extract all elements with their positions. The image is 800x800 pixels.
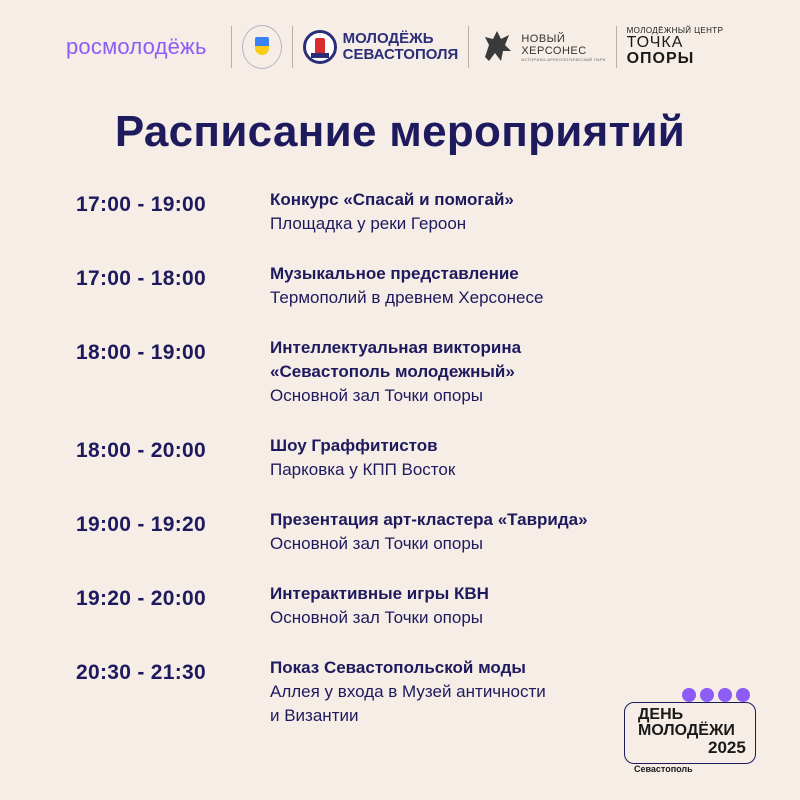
event-name: Интеллектуальная викторина xyxy=(270,338,522,357)
event-info xyxy=(270,262,543,310)
event-info xyxy=(270,336,521,408)
event-name: Конкурс «Спасай и помогай» xyxy=(270,190,514,209)
badge-icons xyxy=(682,688,750,702)
event-info xyxy=(270,656,546,728)
ms-line1: МОЛОДЁЖЬ xyxy=(342,30,434,47)
youth-day-badge xyxy=(604,686,764,782)
page-title: Расписание мероприятий xyxy=(114,107,686,156)
logo-divider xyxy=(292,26,293,68)
event-place: и Византии xyxy=(270,706,359,725)
schedule-row xyxy=(76,188,756,236)
lighthouse-icon xyxy=(303,30,337,64)
event-place: Парковка у КПП Восток xyxy=(270,460,456,479)
event-place: Основной зал Точки опоры xyxy=(270,386,483,405)
logo-bar xyxy=(66,22,746,72)
logo-divider xyxy=(468,26,469,68)
nh-line1: НОВЫЙ xyxy=(521,32,566,45)
schedule-row xyxy=(76,262,756,310)
event-time: 17:00 - 18:00 xyxy=(76,267,206,290)
badge-dot-icon xyxy=(682,688,696,702)
event-place: Основной зал Точки опоры xyxy=(270,534,483,553)
event-name: Показ Севастопольской моды xyxy=(270,658,526,677)
sevastopol-crest-icon xyxy=(242,25,282,69)
event-name: Музыкальное представление xyxy=(270,264,519,283)
event-time: 18:00 - 19:00 xyxy=(76,341,206,364)
badge-line2: МОЛОДЁЖИ xyxy=(638,722,735,739)
event-name: Интерактивные игры КВН xyxy=(270,584,489,603)
badge-line1: ДЕНЬ xyxy=(638,706,684,723)
schedule-row xyxy=(76,434,756,482)
schedule-row xyxy=(76,336,756,408)
tochka-opory-logo xyxy=(627,27,724,67)
to-line1: ТОЧКА xyxy=(626,34,684,51)
to-line2: ОПОРЫ xyxy=(626,50,695,67)
event-name: «Севастополь молодежный» xyxy=(270,362,515,381)
schedule-row xyxy=(76,508,756,556)
to-small: МОЛОДЁЖНЫЙ ЦЕНТР xyxy=(626,26,724,35)
ms-line2: СЕВАСТОПОЛЯ xyxy=(342,46,459,63)
schedule-row xyxy=(76,582,756,630)
schedule-list xyxy=(76,188,756,728)
event-place: Термополий в древнем Херсонесе xyxy=(270,288,544,307)
event-place: Площадка у реки Героон xyxy=(270,214,467,233)
event-place: Основной зал Точки опоры xyxy=(270,608,483,627)
nh-line2: ХЕРСОНЕС xyxy=(521,44,587,57)
molodezh-sevastopolya-logo xyxy=(303,30,459,64)
logo-divider xyxy=(616,26,617,68)
badge-year: 2025 xyxy=(708,738,746,757)
badge-dot-icon xyxy=(700,688,714,702)
novy-khersones-logo xyxy=(479,27,605,67)
event-time: 20:30 - 21:30 xyxy=(76,661,206,684)
event-info xyxy=(270,582,489,630)
event-info xyxy=(270,188,514,236)
event-place: Аллея у входа в Музей античности xyxy=(270,682,546,701)
event-info xyxy=(270,508,588,556)
event-time: 17:00 - 19:00 xyxy=(76,193,206,216)
badge-city: Севастополь xyxy=(634,764,693,774)
event-time: 18:00 - 20:00 xyxy=(76,439,206,462)
badge-dot-icon xyxy=(736,688,750,702)
rosmolodezh-logo: росмолодёжь xyxy=(66,34,207,59)
event-info xyxy=(270,434,455,482)
badge-dot-icon xyxy=(718,688,732,702)
event-time: 19:20 - 20:00 xyxy=(76,587,206,610)
event-name: Презентация арт-кластера «Таврида» xyxy=(270,510,588,529)
event-time: 19:00 - 19:20 xyxy=(76,513,206,536)
nh-subtitle: ИСТОРИКО-АРХЕОЛОГИЧЕСКИЙ ПАРК xyxy=(521,56,606,62)
event-name: Шоу Граффитистов xyxy=(270,436,438,455)
griffin-icon xyxy=(479,27,517,67)
logo-divider xyxy=(231,26,232,68)
